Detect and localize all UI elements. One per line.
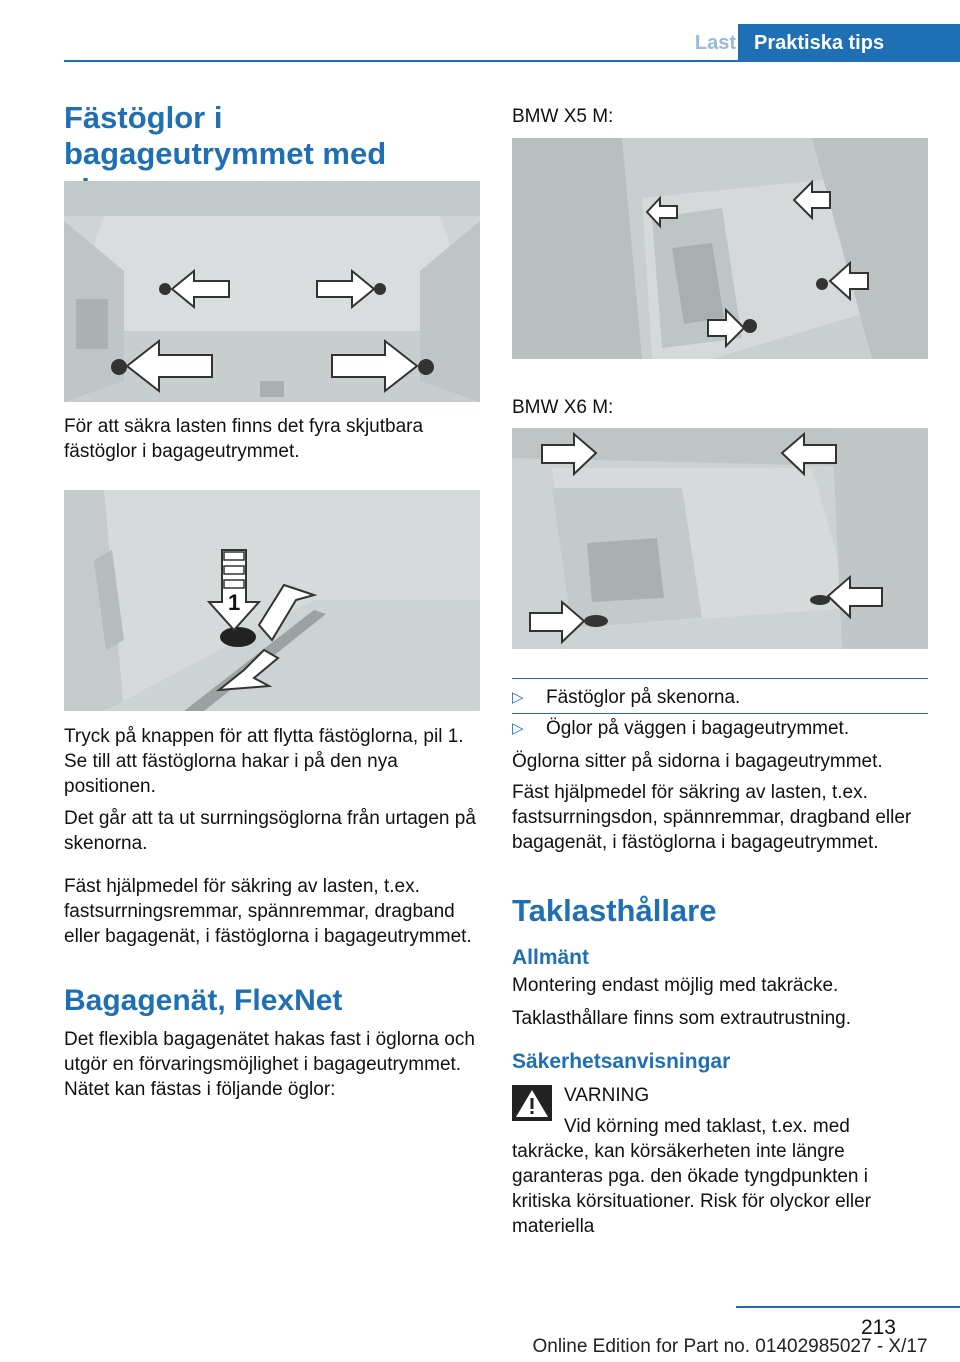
figure-rail-button bbox=[64, 490, 480, 711]
warning-text: Vid körning med taklast, t.ex. med takräcke, kan körsäkerheten inte längre garanteras pga. den ökade tyngdpunkten i kritiska körsituationer. Risk för olyckor eller materiella bbox=[512, 1116, 871, 1237]
triangle-right-icon: ▷ bbox=[512, 720, 524, 737]
paragraph-oglorna: Öglorna sitter på sidorna i bagageutrymmet. bbox=[512, 751, 883, 772]
paragraph-flexnet: Det flexibla bagagenätet hakas fast i öglorna och utgör en förvaringsmöjlighet i bagageutrymmet. Nätet kan fästas i följande öglor: bbox=[64, 1029, 475, 1100]
paragraph-tryck: Tryck på knappen för att flytta fästöglorna, pil 1. Se till att fästöglorna hakar i på den nya positionen. bbox=[64, 726, 464, 797]
bullet-divider-2 bbox=[512, 713, 928, 714]
heading-bagagenat: Bagagenät, FlexNet bbox=[64, 984, 343, 1017]
triangle-right-icon: ▷ bbox=[512, 689, 524, 706]
heading-fastoglor: Fästöglor i bagageutrymmet med bbox=[64, 100, 387, 171]
heading-taklasthallare: Taklasthållare bbox=[512, 893, 717, 928]
figure-x5m-trunk bbox=[512, 138, 928, 359]
header-rule bbox=[64, 60, 960, 62]
warning-title: VARNING bbox=[564, 1085, 650, 1106]
paragraph-fast-hjalpmedel: Fäst hjälpmedel för säkring av lasten, t.ex. fastsurrningsremmar, spännremmar, dragband eller bagagenät, i fästöglorna i bagageutrymmet. bbox=[64, 876, 472, 947]
list-item: ▷ Fästöglor på skenorna. bbox=[512, 687, 741, 708]
page-number: 213 bbox=[860, 1316, 896, 1339]
figure-trunk-rails bbox=[64, 181, 480, 402]
warning-block bbox=[512, 1083, 928, 1239]
footer-edition: Online Edition for Part no. 01402985027 - X/17 bbox=[532, 1336, 928, 1357]
label-bmw-x6m: BMW X6 M: bbox=[512, 397, 614, 418]
paragraph-montering: Montering endast möjlig med takräcke. bbox=[512, 975, 839, 996]
paragraph-fast-hjalpmedel-right: Fäst hjälpmedel för säkring av lasten, t.ex. fastsurrningsdon, spännremmar, dragband eller bagagenät, i fästöglorna i bagageutrymmet. bbox=[512, 782, 912, 853]
fig2-callout-1: 1 bbox=[228, 590, 241, 615]
header-tab-praktiska-tips[interactable]: Praktiska tips bbox=[738, 24, 960, 62]
label-bmw-x5m: BMW X5 M: bbox=[512, 106, 614, 127]
header-tab-last[interactable]: Last bbox=[694, 32, 736, 54]
bullet-divider-1 bbox=[512, 678, 928, 679]
footer-rule bbox=[736, 1306, 960, 1308]
subheading-allmant: Allmänt bbox=[512, 946, 590, 969]
subheading-sakerhetsanvisningar: Säkerhetsanvisningar bbox=[512, 1050, 731, 1073]
list-item: ▷ Öglor på väggen i bagageutrymmet. bbox=[512, 718, 850, 739]
fig1-caption: För att säkra lasten finns det fyra skjutbara fästöglor i bagageutrymmet. bbox=[64, 416, 424, 462]
warning-triangle-icon bbox=[512, 1085, 552, 1121]
figure-x6m-trunk bbox=[512, 428, 928, 649]
paragraph-surrning: Det går att ta ut surrningsöglorna från urtagen på skenorna. bbox=[64, 808, 476, 854]
paragraph-extrautrustning: Taklasthållare finns som extrautrustning. bbox=[512, 1008, 851, 1029]
